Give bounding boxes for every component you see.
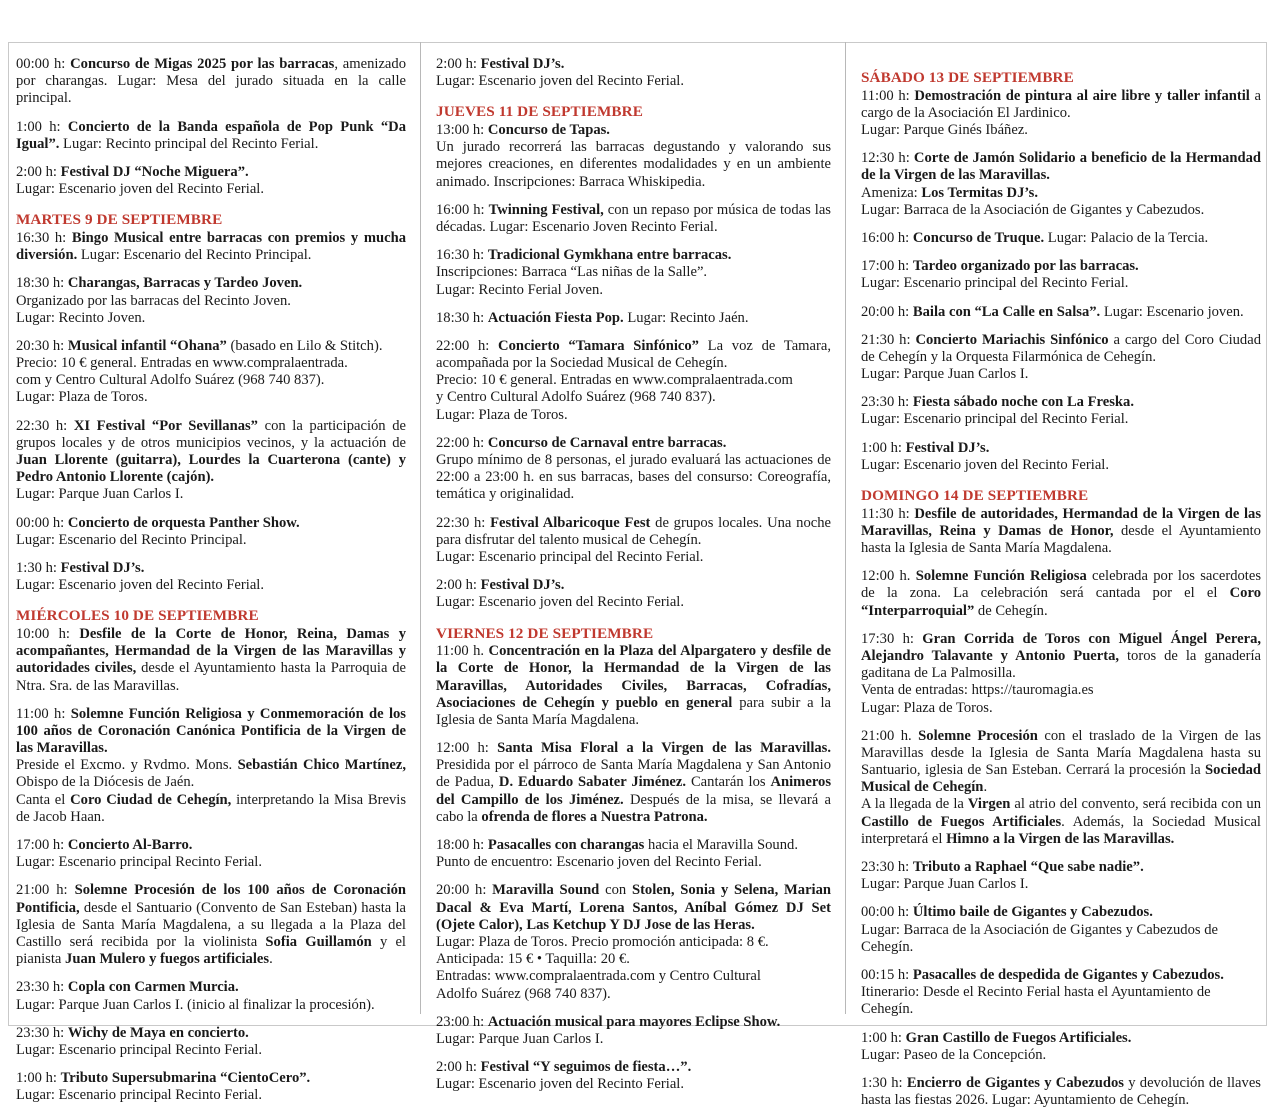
entry-title: Corte de Jamón Solidario a beneficio de la Hermandad de la Virgen de las Maravillas. [861,150,1261,184]
entry-time: 1:00 h: [861,1029,906,1046]
entry-time: 2:00 h: [436,577,481,594]
entry-time: 17:30 h: [861,630,923,647]
programme-entry [861,728,1261,848]
entry-title: Actuación Fiesta Pop. [487,309,624,326]
programme-column-1 [0,56,420,1104]
entry-title: Festival DJ’s. [480,577,565,594]
entry-time: 18:30 h: [436,309,488,326]
entry-title: Concurso de Tapas. [487,122,610,138]
entry-title: Concierto “Tamara Sinfónico” [498,337,699,354]
programme-column-2 [420,56,845,1093]
entry-time: 21:00 h: [16,882,75,899]
programme-entry [16,979,406,1013]
entry-detail-line: Lugar: Escenario joven del Recinto Ferial. [16,181,265,198]
entry-detail-line: Adolfo Suárez (968 740 837). [436,985,611,1002]
entry-time: 10:00 h: [16,625,80,642]
entry-title: Festival DJ’s. [905,439,990,456]
entry-detail-paragraph: Itinerario: Desde el Recinto Ferial hasta el Ayuntamiento de Cehegín. [861,984,1211,1018]
entry-title: Gran Corrida de Toros con Miguel Ángel Perera, Alejandro Talavante y Antonio Puerta, [861,630,1262,664]
entry-detail-line: Canta el Coro Ciudad de Cehegín, interpretando la Misa Brevis de Jacob Haan. [16,791,406,825]
entry-detail-line: Lugar: Plaza de Toros. Precio promoción anticipada: 8 €. [436,933,769,950]
entry-time: 11:30 h: [861,505,915,522]
entry-detail-line: Punto de encuentro: Escenario joven del Recinto Ferial. [436,854,762,871]
programme-entry [16,1070,406,1104]
entry-time: 16:30 h: [436,247,488,264]
entry-time: 22:00 h: [436,337,499,354]
programme-entry [16,338,406,407]
page-frame-top-rule [8,42,1267,43]
entry-time: 21:30 h: [861,331,916,348]
programme-entry [861,1030,1261,1064]
entry-detail-line: Organizado por las barracas del Recinto Joven. [16,292,291,309]
entry-title: Festival DJ “Noche Miguera”. [60,163,249,180]
entry-body: Lugar: Palacio de la Tercia. [1044,229,1209,246]
entry-detail-line: Lugar: Escenario joven del Recinto Ferial. [436,1076,685,1093]
programme-entry [436,577,831,611]
entry-title: Tributo a Raphael “Que sabe nadie”. [912,859,1144,875]
entry-detail-line: Entradas: www.compralaentrada.com y Centro Cultural [436,968,761,985]
programme-entry [861,568,1261,620]
entry-detail-line: Lugar: Parque Juan Carlos I. [436,1030,604,1047]
entry-title: Bingo Musical entre barracas con premios y mucha diversión. [16,229,406,264]
programme-entry [861,150,1261,219]
entry-detail-line: com y Centro Cultural Adolfo Suárez (968 740 837). [16,372,325,389]
programme-entry [16,56,406,108]
entry-title: Concierto Al-Barro. [67,837,193,853]
entry-detail-line: Inscripciones: Barraca “Las niñas de la Salle”. [436,264,708,281]
day-header: DOMINGO 14 DE SEPTIEMBRE [861,487,1089,504]
entry-time: 1:00 h: [16,118,68,135]
entry-time: 20:30 h: [16,337,68,354]
entry-detail-line: Lugar: Parque Juan Carlos I. [861,876,1029,893]
programme-entry [436,435,831,504]
entry-time: 16:00 h: [861,229,913,246]
day-header: VIERNES 12 DE SEPTIEMBRE [436,624,654,642]
entry-title: Encierro de Gigantes y Cabezudos [906,1074,1124,1091]
entry-title: Maravilla Sound con Stolen, Sonia y Selena, Marian Dacal & Eva Martí, Lorena Santos, Aníbal Gómez DJ Set (Ojete Calor), Las Ketchup Y DJ Jose de las Heras. [436,882,832,933]
entry-time: 17:00 h: [16,837,68,853]
programme-entry [436,310,831,327]
entry-detail-line: Lugar: Escenario joven del Recinto Ferial. [436,594,685,611]
entry-detail-line: Anticipada: 15 € • Taquilla: 20 €. [436,951,630,968]
entry-title: Tradicional Gymkhana entre barracas. [487,247,732,264]
programme-entry [436,56,831,90]
entry-title: Solemne Función Religiosa y Conmemoración de los 100 años de Coronación Canónica Pontificia de la Virgen de las Maravillas. [16,705,406,757]
entry-time: 1:00 h: [861,439,906,456]
entry-body: toros de la ganadería gaditana de La Palmosilla. [861,647,1261,682]
entry-title: Twinning Festival, [488,201,604,218]
entry-time: 21:00 h. [861,727,919,744]
entry-detail-line: Lugar: Barraca de la Asociación de Gigantes y Cabezudos. [861,201,1205,218]
day-header: SÁBADO 13 DE SEPTIEMBRE [861,69,1074,86]
entry-body: Lugar: Recinto principal del Recinto Ferial. [59,135,319,152]
entry-time: 2:00 h: [16,163,61,180]
entry-title: Concurso de Migas 2025 por las barracas [70,56,335,72]
entry-title: Desfile de la Corte de Honor, Reina, Damas y acompañantes, Hermandad de la Virgen de las Maravillas y autoridades civiles, [16,625,406,677]
entry-title: Festival DJ’s. [480,56,565,72]
programme-entry [861,859,1261,893]
entry-body: Lugar: Escenario del Recinto Principal. [77,247,312,264]
entry-time: 23:30 h: [861,394,913,411]
entry-time: 23:30 h: [861,859,913,875]
programme-entry [861,904,1261,956]
entry-time: 11:00 h: [861,87,915,104]
entry-title: Desfile de autoridades, Hermandad de la Virgen de las Maravillas, Reina y Damas de Honor, [861,505,1261,539]
programme-entry [861,967,1261,1019]
entry-time: 1:00 h: [16,1070,61,1087]
entry-time: 00:15 h: [861,966,913,983]
entry-body: La voz de Tamara, acompañada por la Sociedad Musical de Cehegín. [436,337,831,372]
programme-entry [16,119,406,153]
entry-title: Actuación musical para mayores Eclipse Show. [487,1013,781,1030]
entry-body: hacia el Maravilla Sound. [644,837,798,853]
programme-entry [16,275,406,327]
entry-body: a cargo de la Asociación El Jardinico. [861,87,1261,121]
programme-entry [16,706,406,826]
entry-title: Santa Misa Floral a la Virgen de las Maravillas. Presidida por el párroco de Santa María Magdalena y San Antonio de Padua, D. Eduardo Sabater Jiménez. Cantarán los Animeros del Campillo de los Jiménez. Después de la misa, se llevará a cabo la ofrenda de flores a Nuestra Patrona. [436,740,832,825]
entry-detail-line: Lugar: Plaza de Toros. [861,699,993,716]
day-header: JUEVES 11 DE SEPTIEMBRE [436,103,643,121]
entry-title: Charangas, Barracas y Tardeo Joven. [67,275,303,292]
entry-time: 00:00 h: [16,514,68,531]
entry-detail-line: Lugar: Escenario joven del Recinto Ferial. [16,577,265,594]
entry-detail-line: y Centro Cultural Adolfo Suárez (968 740 837). [436,389,716,406]
entry-detail-line: Lugar: Parque Juan Carlos I. (inicio al finalizar la procesión). [16,996,375,1013]
entry-title: Wichy de Maya en concierto. [67,1024,249,1041]
entry-body: , amenizado por charangas. Lugar: Mesa del jurado situada en la calle principal. [16,56,406,107]
entry-detail-line: Lugar: Parque Ginés Ibáñez. [861,122,1028,138]
entry-detail-line: Lugar: Escenario principal del Recinto Ferial. [861,411,1129,428]
entry-body: desde el Ayuntamiento hasta la Parroquia de Ntra. Sra. de las Maravillas. [16,660,406,694]
entry-detail-line: Lugar: Escenario principal Recinto Ferial. [16,1087,262,1104]
entry-time: 23:00 h: [436,1013,488,1030]
entry-title: Demostración de pintura al aire libre y taller infantil [914,87,1250,104]
entry-detail-line: Lugar: Paseo de la Concepción. [861,1046,1047,1063]
programme-entry [861,258,1261,292]
entry-title: Concierto de la Banda española de Pop Punk “Da Igual”. [16,118,406,152]
programme-entry [436,1014,831,1048]
entry-time: 18:30 h: [16,275,68,292]
entry-title: Gran Castillo de Fuegos Artificiales. [905,1029,1132,1046]
programme-entry [16,626,406,695]
column-divider-1 [420,42,421,1014]
entry-title: Festival “Y seguimos de fiesta…”. [480,1059,692,1076]
programme-entry [861,394,1261,428]
programme-entry [436,122,831,191]
entry-title: Solemne Procesión con el traslado de la Virgen de las Maravillas desde la Iglesia de Santa María Magdalena hasta su Santuario, iglesia de San Esteban. Cerrará la procesión la Sociedad Musical de Cehegín. [861,727,1262,796]
entry-title: Concentración en la Plaza del Alpargatero y desfile de la Corte de Honor, la Hermandad de la Virgen de las Maravillas, Autoridades Civiles, Barracas, Cofradías, Asociaciones de Cehegín y pueblo en general [436,643,831,711]
entry-time: 16:30 h: [16,229,72,246]
entry-time: 11:00 h: [16,705,71,722]
programme-entry [436,882,831,1002]
entry-detail-paragraph: Lugar: Barraca de la Asociación de Gigantes y Cabezudos de Cehegín. [861,921,1219,955]
entry-body: de grupos locales. Una noche para disfrutar del talento musical de Cehegín. [436,514,831,548]
entry-title: Concurso de Truque. [912,229,1045,246]
entry-time: 00:00 h: [861,904,913,921]
programme-entry [861,440,1261,474]
entry-body: Lugar: Escenario joven. [1100,303,1244,320]
entry-title: Pasacalles con charangas [487,837,645,853]
programme-entry [436,247,831,299]
entry-body: a cargo del Coro Ciudad de Cehegín y la Orquesta Filarmónica de Cehegín. [861,331,1261,365]
entry-time: 00:00 h: [16,56,71,72]
entry-time: 12:00 h: [436,740,498,757]
programme-columns [0,56,1275,1109]
entry-detail-line: Lugar: Recinto Joven. [16,309,146,326]
programme-entry [436,515,831,567]
entry-time: 12:30 h: [861,150,914,167]
entry-body: con un repaso por música de todas las décadas. Lugar: Escenario Joven Recinto Ferial. [436,201,831,235]
programme-entry [16,164,406,198]
entry-detail-line: Lugar: Parque Juan Carlos I. [861,366,1029,383]
entry-title: XI Festival “Por Sevillanas” con la participación de grupos locales y de otros municipios vecinos, y la actuación de Juan Llorente (guitarra), Lourdes la Cuarterona (cante) y Pedro Antonio Llorente (cajón). [16,417,406,486]
programme-column-3 [845,56,1275,1109]
entry-title: Festival DJ’s. [60,559,145,576]
programme-entry [16,515,406,549]
entry-title: Pasacalles de despedida de Gigantes y Cabezudos. [912,966,1224,983]
entry-time: 22:00 h: [436,434,488,451]
entry-time: 20:00 h: [436,882,493,899]
entry-time: 20:00 h: [861,303,913,320]
entry-time: 18:00 h: [436,837,488,853]
entry-detail-line: Lugar: Escenario joven del Recinto Ferial. [861,456,1110,473]
entry-title: Solemne Procesión de los 100 años de Coronación Pontificia, desde el Santuario (Convento de San Esteban) hasta la Iglesia de Santa María Magdalena, a su llegada a la Plaza del Castillo será recibida por la violinista Sofia Guillamón y el pianista Juan Mulero y fuegos artificiales. [16,882,407,968]
day-header: MIÉRCOLES 10 DE SEPTIEMBRE [16,607,259,625]
entry-time: 22:30 h: [16,417,74,434]
entry-title: Último baile de Gigantes y Cabezudos. [912,904,1153,921]
programme-entry [861,1075,1261,1109]
entry-title: Tributo Supersubmarina “CientoCero”. [60,1070,311,1087]
entry-detail-line: Preside el Excmo. y Rvdmo. Mons. Sebastián Chico Martínez, Obispo de la Diócesis de Jaén. [16,757,406,791]
entry-detail-paragraph: Grupo mínimo de 8 personas, el jurado evaluará las actuaciones de 22:00 a 23:00 h. en sus barracas, bases del consurso: Coreografía, temática y originalidad. [436,452,831,503]
entry-body: y devolución de llaves hasta las fiestas 2026. Lugar: Ayuntamiento de Cehegín. [861,1074,1261,1109]
entry-time: 2:00 h: [436,1059,481,1076]
programme-entry [16,230,406,264]
entry-time: 17:00 h: [861,258,913,275]
entry-detail-line: Precio: 10 € general. Entradas en www.compralaentrada. [16,355,348,372]
entry-time: 16:00 h: [436,201,489,218]
programme-entry [436,740,831,826]
entry-body: Lugar: Recinto Jaén. [623,309,749,326]
entry-title: Solemne Función Religiosa celebrada por los sacerdotes de la zona. La celebración será cantada por el el Coro “Interparroquial” de Cehegín. [861,568,1262,619]
column-divider-2 [845,42,846,1014]
programme-entry [16,560,406,594]
programme-entry [16,882,406,968]
entry-detail-line: Lugar: Escenario del Recinto Principal. [16,531,247,548]
programme-entry [436,643,831,729]
entry-detail-line: Lugar: Escenario joven del Recinto Ferial. [436,73,685,90]
programme-entry [436,1059,831,1093]
day-header: MARTES 9 DE SEPTIEMBRE [16,211,223,229]
programme-entry [16,418,406,504]
programme-entry [861,631,1261,717]
entry-title: Musical infantil “Ohana” [67,337,227,354]
entry-title: Tardeo organizado por las barracas. [912,258,1139,275]
entry-time: 1:30 h: [16,559,61,576]
programme-entry [436,202,831,236]
programme-entry [861,506,1261,558]
programme-entry [16,837,406,871]
entry-body: desde el Ayuntamiento hasta la Iglesia de Santa María Magdalena. [861,522,1261,556]
entry-body: para subir a la Iglesia de Santa María Magdalena. [436,694,832,728]
entry-time: 12:00 h. [861,568,916,585]
programme-entry [861,332,1261,384]
entry-time: 1:30 h: [861,1074,907,1091]
entry-title: Fiesta sábado noche con La Freska. [912,394,1134,411]
entry-title: Concierto de orquesta Panther Show. [67,514,300,531]
programme-entry [436,338,831,424]
entry-detail-line: Lugar: Escenario principal del Recinto Ferial. [436,548,704,565]
entry-detail-line: Lugar: Plaza de Toros. [16,389,148,406]
entry-detail-line: Precio: 10 € general. Entradas en www.compralaentrada.com [436,372,793,389]
entry-title: Concurso de Carnaval entre barracas. [487,434,727,451]
entry-detail-line: Lugar: Escenario principal del Recinto Ferial. [861,275,1129,292]
entry-time: 23:30 h: [16,1024,68,1041]
programme-entry [861,304,1261,321]
entry-detail-line: Lugar: Escenario principal Recinto Ferial. [16,1041,262,1058]
programme-entry [16,1025,406,1059]
entry-detail-paragraph: A la llegada de la Virgen al atrio del convento, será recibida con un Castillo de Fuegos Artificiales. Además, la Sociedad Musical interpretará el Himno a la Virgen de las Maravillas. [861,796,1261,847]
programme-entry [861,88,1261,140]
programme-entry [861,230,1261,247]
entry-time: 13:00 h: [436,122,488,138]
entry-title: Copla con Carmen Murcia. [67,979,239,996]
entry-time: 2:00 h: [436,56,481,72]
entry-detail-line: Lugar: Escenario principal Recinto Ferial. [16,854,262,871]
entry-time: 23:30 h: [16,979,68,996]
entry-title: Concierto Mariachis Sinfónico [915,331,1109,348]
programme-entry [436,837,831,871]
entry-detail-line: Lugar: Plaza de Toros. [436,406,568,423]
entry-detail-line: Lugar: Recinto Ferial Joven. [436,281,603,298]
entry-time: 22:30 h: [436,514,491,531]
entry-detail-paragraph: Un jurado recorrerá las barracas degustando y valorando sus mejores creaciones, en diferentes modalidades y en un ambiente animado. Inscripciones: Barraca Whiskipedia. [436,139,831,190]
entry-title: Baila con “La Calle en Salsa”. [912,303,1101,320]
entry-body: (basado en Lilo & Stitch). [226,337,383,354]
entry-detail-line: Lugar: Parque Juan Carlos I. [16,486,184,503]
entry-detail-line: Venta de entradas: https://tauromagia.es [861,682,1094,699]
entry-detail-line: Ameniza: Los Termitas DJ’s. [861,184,1039,201]
entry-title: Festival Albaricoque Fest [490,514,651,531]
entry-time: 11:00 h. [436,643,489,660]
